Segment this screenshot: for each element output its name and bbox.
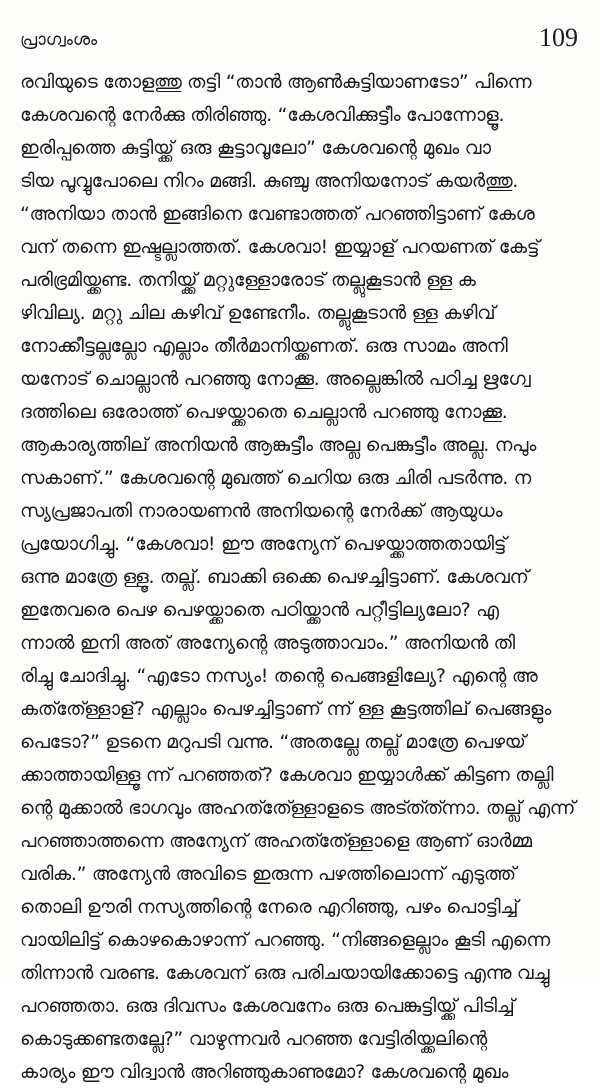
text-line: ആകാര്യത്തില് അനിയൻ ആങ്കുട്ടീം അല്ല പെങ്കുട്ടീം അല്ല. നപും xyxy=(20,434,537,456)
text-line: സ്യപ്രജാപതി നാരായണൻ അനിയന്റെ നേർക്ക് ആയുധം xyxy=(20,500,503,522)
running-head xyxy=(20,20,578,60)
text-line: കാര്യം ഈ വിദ്വാൻ അറിഞ്ഞുകാണുമോ? കേശവന്റെ മുഖം xyxy=(20,1061,509,1083)
text-line: ന്നാൽ ഇനി അത് അന്യേന്റെ അടുത്താവാം.” അനിയൻ തി xyxy=(20,632,515,654)
text-line: വായിലിട്ട് കൊഴകൊഴാന്ന് പറഞ്ഞു. “നിങ്ങളെല്ലാം കൂടി എന്നെ xyxy=(20,929,550,951)
text-line: പറഞ്ഞതാ. ഒരു ദിവസം കേശവനേം ഒരു പെങ്കുട്ടിയ്ക്ക് പിടിച്ച് xyxy=(20,995,515,1017)
text-line: വരിക.” അന്യേൻ അവിടെ ഇരുന്ന പഴത്തിലൊന്ന് എടുത്ത് xyxy=(20,863,516,885)
text-line: തിന്നാൻ വരണ്ട. കേശവന് ഒരു പരിചയായിക്കോട്ടെ എന്നു വച്ചു xyxy=(20,962,550,984)
text-line: ക്കാത്തായിള്ളൂ ന്ന് പറഞ്ഞത്? കേശവാ ഇയ്യാൾക്ക് കിട്ടണ തല്ലി xyxy=(20,764,554,786)
text-line: ഴിവില്യ. മറ്റു ചില കഴിവ് ഉണ്ടേനീം. തല്ലുകൂടാൻ ള്ള കഴിവ് xyxy=(20,302,496,324)
text-line: “അനിയാ താൻ ഇങ്ങിനെ വേണ്ടാത്തത് പറഞ്ഞിട്ടാണ് കേശ xyxy=(20,203,535,225)
text-line: തൊലി ഊരി നസ്യത്തിന്റെ നേരെ എറിഞ്ഞു, പഴം പൊട്ടിച്ച് xyxy=(20,896,519,918)
text-line: പ്രയോഗിച്ചു. “കേശവാ! ഈ അന്യേന് പെഴയ്ക്കാത്തതായിട്ട് xyxy=(20,533,507,555)
text-line: നോക്കീട്ടല്ലല്ലോ എല്ലാം തീർമാനിയ്ക്കണത്. ഒരു സാമം അനി xyxy=(20,335,508,357)
text-line: ഇതേവരെ പെഴ പെഴയ്ക്കാതെ പഠിയ്ക്കാൻ പറ്റീട്ടില്യലോ? എ xyxy=(20,599,499,621)
text-line: രവിയുടെ തോളത്തു തട്ടി “താൻ ആൺകുട്ടിയാണടോ” പിന്നെ xyxy=(20,71,532,93)
text-line: ഇരിപ്പത്തെ കുട്ടിയ്ക്ക് ഒരു കൂട്ടാവൂലോ” കേശവന്റെ മുഖം വാ xyxy=(20,137,491,159)
text-line: കൊടുക്കണ്ടതല്ലേ?” വാഴുന്നവർ പറഞ്ഞ വേട്ടിരിയ്ക്കലിന്റെ xyxy=(20,1028,487,1050)
text-line: കത്ത്ള്ളോള്? എല്ലാം പെഴച്ചിട്ടാണ് ന്ന് ള്ള കൂട്ടത്തില് പെങ്ങളും xyxy=(20,698,552,720)
text-line: യനോട് ചൊല്ലാൻ പറഞ്ഞു നോക്കൂ. അല്ലെങ്കിൽ പഠിച്ച ഋഗ്വേ xyxy=(20,368,531,390)
text-line: കേശവന്റെ നേർക്കു തിരിഞ്ഞു. “കേശവിക്കുട്ടീം പോന്നോളൂ. xyxy=(20,104,505,126)
text-line: ന്റെ മുക്കാൽ ഭാഗവും അഹത്ത്ള്ളോളടെ അട്ത്ത്ന്നാ. തല്ല് എന്ന് xyxy=(20,797,576,819)
body-text xyxy=(20,66,582,1083)
page-number: 109 xyxy=(539,23,578,52)
text-line: ഒന്നു മാത്രേ ള്ളൂ. തല്ല്. ബാക്കി ഒക്കെ പെഴച്ചിട്ടാണ്. കേശവന് xyxy=(20,566,529,588)
text-line: ദത്തിലെ ഒരോത്ത് പെഴയ്ക്കാതെ ചെല്ലാൻ പറഞ്ഞു നോക്കൂ. xyxy=(20,401,508,423)
book-title: പ്രാഗ്വംശം xyxy=(20,30,98,50)
text-line: രിച്ചു ചോദിച്ചു. “എടോ നസ്യം! തന്റെ പെങ്ങളില്യേ? എന്റെ അ xyxy=(20,665,538,687)
text-line: സകാണ്.” കേശവന്റെ മുഖത്ത് ചെറിയ ഒരു ചിരി പടർന്നു. ന xyxy=(20,467,531,489)
text-line: പെടോ?” ഉടനെ മറുപടി വന്നു. “അതല്ലേ തല്ല് മാത്രേ പെഴയ് xyxy=(20,731,526,753)
text-line: വന് തന്നെ ഇഷ്ടല്ലാത്തത്. കേശവാ! ഇയ്യാള് പറയണത് കേട്ട് xyxy=(20,236,540,258)
text-line: പറഞ്ഞാത്തന്നെ അന്യേന് അഹത്ത്ള്ളോളെ ആണ് ഓർമ്മ xyxy=(20,830,532,852)
text-line: ടിയ പൂവ്വുപോലെ നിറം മങ്ങി. കുഞ്ചു അനിയനോട് കയർത്തു. xyxy=(20,170,518,192)
text-line: പരിഭ്രമിയ്ക്കണ്ട. തനിയ്ക്ക് മറ്റുള്ളോരോട് തല്ലുകൂടാൻ ള്ള ക xyxy=(20,269,476,291)
